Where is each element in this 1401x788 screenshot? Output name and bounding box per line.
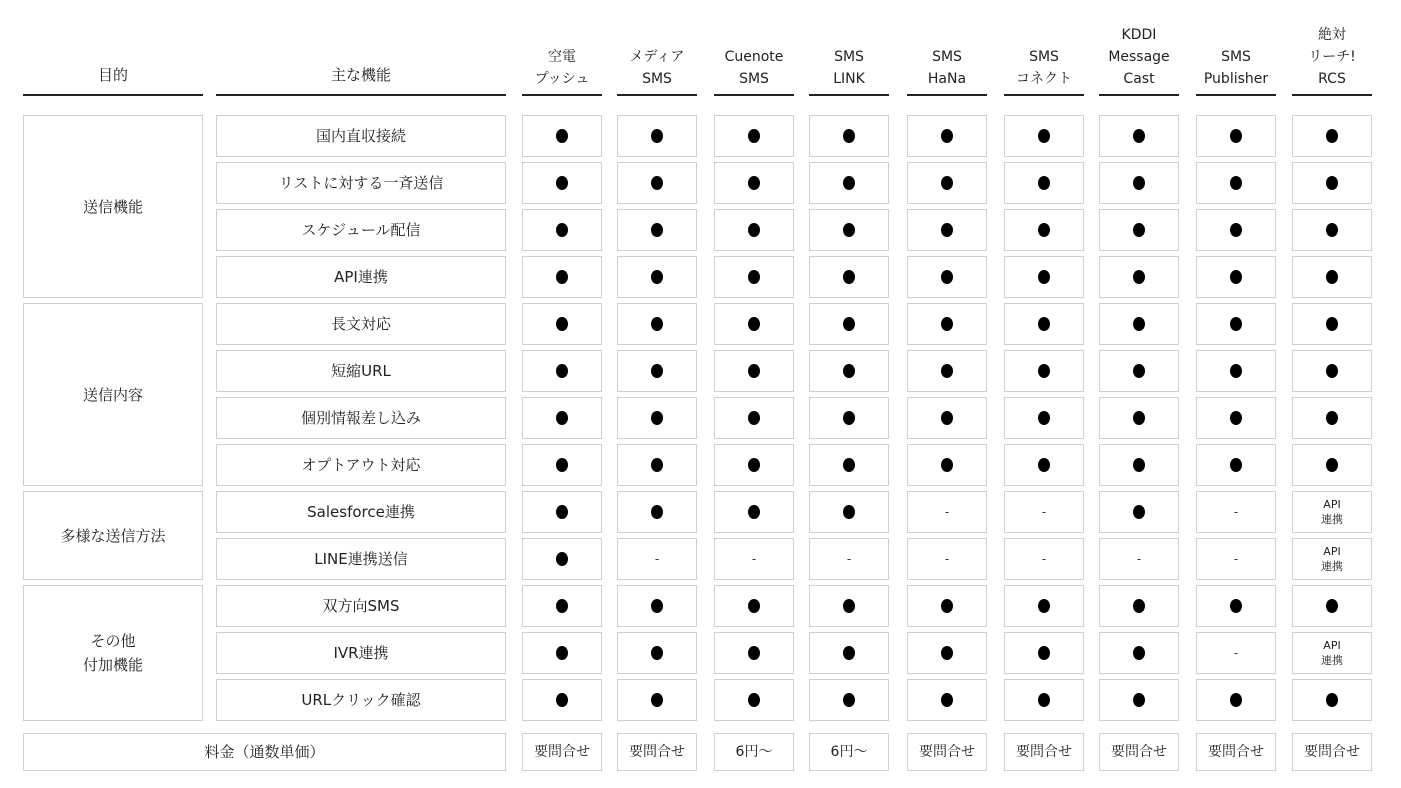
table-cell <box>1099 303 1179 345</box>
cell-note: API 連携 <box>1321 498 1343 526</box>
not-supported-dash: - <box>846 552 852 566</box>
supported-dot-icon <box>556 317 568 331</box>
table-cell <box>617 256 697 298</box>
not-supported-dash: - <box>1233 505 1239 519</box>
table-cell <box>1292 491 1372 533</box>
supported-dot-icon <box>748 411 760 425</box>
feature-label: IVR連携 <box>216 632 506 674</box>
table-cell <box>1196 303 1276 345</box>
supported-dot-icon <box>843 505 855 519</box>
table-cell <box>907 444 987 486</box>
supported-dot-icon <box>556 552 568 566</box>
table-cell <box>617 115 697 157</box>
table-cell <box>809 632 889 674</box>
table-cell <box>714 491 794 533</box>
supported-dot-icon <box>556 411 568 425</box>
supported-dot-icon <box>1133 176 1145 190</box>
table-cell <box>1292 397 1372 439</box>
supported-dot-icon <box>651 505 663 519</box>
table-cell <box>809 538 889 580</box>
supported-dot-icon <box>941 129 953 143</box>
supported-dot-icon <box>941 458 953 472</box>
table-cell <box>1196 397 1276 439</box>
supported-dot-icon <box>651 223 663 237</box>
supported-dot-icon <box>748 646 760 660</box>
table-cell <box>907 162 987 204</box>
supported-dot-icon <box>1326 599 1338 613</box>
table-cell <box>809 491 889 533</box>
supported-dot-icon <box>1326 364 1338 378</box>
supported-dot-icon <box>843 364 855 378</box>
supported-dot-icon <box>556 364 568 378</box>
supported-dot-icon <box>941 411 953 425</box>
supported-dot-icon <box>556 646 568 660</box>
supported-dot-icon <box>1230 411 1242 425</box>
table-cell <box>1196 585 1276 627</box>
supported-dot-icon <box>1230 317 1242 331</box>
feature-label: URLクリック確認 <box>216 679 506 721</box>
supported-dot-icon <box>1038 458 1050 472</box>
price-cell: 6円～ <box>809 733 889 771</box>
supported-dot-icon <box>1230 458 1242 472</box>
supported-dot-icon <box>556 693 568 707</box>
supported-dot-icon <box>1326 317 1338 331</box>
not-supported-dash: - <box>1041 505 1047 519</box>
table-cell <box>1292 444 1372 486</box>
supported-dot-icon <box>843 270 855 284</box>
supported-dot-icon <box>651 693 663 707</box>
table-cell <box>809 397 889 439</box>
table-cell <box>1196 538 1276 580</box>
table-cell <box>907 679 987 721</box>
supported-dot-icon <box>1133 599 1145 613</box>
price-cell: 要問合せ <box>1196 733 1276 771</box>
table-cell <box>522 444 602 486</box>
header-vendor: SMS LINK <box>809 0 889 96</box>
supported-dot-icon <box>941 693 953 707</box>
table-cell <box>522 256 602 298</box>
table-cell <box>522 397 602 439</box>
supported-dot-icon <box>1133 693 1145 707</box>
supported-dot-icon <box>748 364 760 378</box>
table-cell <box>522 632 602 674</box>
table-cell <box>1004 162 1084 204</box>
feature-label: LINE連携送信 <box>216 538 506 580</box>
supported-dot-icon <box>651 458 663 472</box>
supported-dot-icon <box>651 364 663 378</box>
table-cell <box>1099 115 1179 157</box>
table-cell <box>522 209 602 251</box>
supported-dot-icon <box>843 599 855 613</box>
feature-label: Salesforce連携 <box>216 491 506 533</box>
table-cell <box>714 585 794 627</box>
header-vendor: KDDI Message Cast <box>1099 0 1179 96</box>
table-cell <box>907 256 987 298</box>
table-cell <box>1099 491 1179 533</box>
table-cell <box>617 444 697 486</box>
not-supported-dash: - <box>1233 552 1239 566</box>
cell-note: API 連携 <box>1321 639 1343 667</box>
price-cell: 要問合せ <box>907 733 987 771</box>
table-cell <box>1099 256 1179 298</box>
not-supported-dash: - <box>654 552 660 566</box>
cell-note: API 連携 <box>1321 545 1343 573</box>
table-cell <box>617 397 697 439</box>
table-cell <box>1292 350 1372 392</box>
header-vendor: SMS コネクト <box>1004 0 1084 96</box>
not-supported-dash: - <box>944 505 950 519</box>
table-cell <box>522 162 602 204</box>
table-cell <box>617 303 697 345</box>
table-cell <box>714 256 794 298</box>
not-supported-dash: - <box>944 552 950 566</box>
header-feature: 主な機能 <box>216 0 506 96</box>
supported-dot-icon <box>1230 176 1242 190</box>
table-cell <box>907 115 987 157</box>
table-cell <box>1292 162 1372 204</box>
supported-dot-icon <box>1133 129 1145 143</box>
supported-dot-icon <box>748 270 760 284</box>
feature-label: スケジュール配信 <box>216 209 506 251</box>
supported-dot-icon <box>1133 458 1145 472</box>
table-cell <box>1099 397 1179 439</box>
table-cell <box>1292 303 1372 345</box>
table-cell <box>1292 632 1372 674</box>
supported-dot-icon <box>1038 693 1050 707</box>
supported-dot-icon <box>1038 129 1050 143</box>
feature-label: 国内直収接続 <box>216 115 506 157</box>
supported-dot-icon <box>843 411 855 425</box>
feature-label: 長文対応 <box>216 303 506 345</box>
supported-dot-icon <box>843 317 855 331</box>
table-cell <box>1099 350 1179 392</box>
supported-dot-icon <box>1326 411 1338 425</box>
supported-dot-icon <box>748 317 760 331</box>
table-cell <box>1004 256 1084 298</box>
header-vendor: 空電 プッシュ <box>522 0 602 96</box>
table-cell <box>617 538 697 580</box>
supported-dot-icon <box>651 317 663 331</box>
table-cell <box>1292 679 1372 721</box>
supported-dot-icon <box>1133 411 1145 425</box>
supported-dot-icon <box>556 599 568 613</box>
supported-dot-icon <box>941 317 953 331</box>
supported-dot-icon <box>651 176 663 190</box>
table-cell <box>1004 491 1084 533</box>
group-label: 送信内容 <box>23 303 203 486</box>
not-supported-dash: - <box>751 552 757 566</box>
supported-dot-icon <box>651 411 663 425</box>
feature-label: API連携 <box>216 256 506 298</box>
table-cell <box>1099 585 1179 627</box>
table-cell <box>809 256 889 298</box>
table-cell <box>907 303 987 345</box>
group-label: 送信機能 <box>23 115 203 298</box>
supported-dot-icon <box>651 270 663 284</box>
feature-label: 双方向SMS <box>216 585 506 627</box>
table-cell <box>714 209 794 251</box>
header-vendor: SMS Publisher <box>1196 0 1276 96</box>
table-cell <box>1292 115 1372 157</box>
supported-dot-icon <box>1326 129 1338 143</box>
table-cell <box>522 538 602 580</box>
feature-label: 個別情報差し込み <box>216 397 506 439</box>
supported-dot-icon <box>651 599 663 613</box>
supported-dot-icon <box>651 129 663 143</box>
table-cell <box>714 538 794 580</box>
table-cell <box>1004 303 1084 345</box>
price-cell: 要問合せ <box>1292 733 1372 771</box>
supported-dot-icon <box>1133 364 1145 378</box>
header-vendor: メディア SMS <box>617 0 697 96</box>
table-cell <box>1196 679 1276 721</box>
table-cell <box>1004 115 1084 157</box>
price-cell: 6円～ <box>714 733 794 771</box>
supported-dot-icon <box>748 693 760 707</box>
supported-dot-icon <box>1133 223 1145 237</box>
supported-dot-icon <box>1038 223 1050 237</box>
table-cell <box>1004 444 1084 486</box>
supported-dot-icon <box>1326 223 1338 237</box>
supported-dot-icon <box>843 458 855 472</box>
table-cell <box>617 679 697 721</box>
table-cell <box>809 679 889 721</box>
supported-dot-icon <box>1326 270 1338 284</box>
table-cell <box>1196 350 1276 392</box>
table-cell <box>1292 209 1372 251</box>
supported-dot-icon <box>748 129 760 143</box>
supported-dot-icon <box>748 223 760 237</box>
table-cell <box>522 491 602 533</box>
supported-dot-icon <box>941 223 953 237</box>
feature-label: 短縮URL <box>216 350 506 392</box>
price-label: 料金（通数単価） <box>23 733 506 771</box>
supported-dot-icon <box>1038 317 1050 331</box>
supported-dot-icon <box>1133 646 1145 660</box>
table-cell <box>1099 632 1179 674</box>
table-cell <box>1196 115 1276 157</box>
table-cell <box>907 350 987 392</box>
supported-dot-icon <box>1038 411 1050 425</box>
header-vendor: 絶対 リーチ! RCS <box>1292 0 1372 96</box>
table-cell <box>907 632 987 674</box>
table-cell <box>1004 209 1084 251</box>
supported-dot-icon <box>1133 270 1145 284</box>
supported-dot-icon <box>941 599 953 613</box>
table-cell <box>522 303 602 345</box>
table-cell <box>522 585 602 627</box>
price-cell: 要問合せ <box>1099 733 1179 771</box>
supported-dot-icon <box>843 693 855 707</box>
table-cell <box>1292 256 1372 298</box>
price-cell: 要問合せ <box>522 733 602 771</box>
table-cell <box>1004 538 1084 580</box>
table-cell <box>1196 162 1276 204</box>
table-cell <box>1196 491 1276 533</box>
supported-dot-icon <box>556 270 568 284</box>
supported-dot-icon <box>556 505 568 519</box>
supported-dot-icon <box>556 223 568 237</box>
table-cell <box>1099 538 1179 580</box>
table-cell <box>809 115 889 157</box>
table-cell <box>1099 162 1179 204</box>
table-cell <box>714 162 794 204</box>
header-vendor: Cuenote SMS <box>714 0 794 96</box>
table-cell <box>714 397 794 439</box>
table-cell <box>907 397 987 439</box>
table-cell <box>1099 444 1179 486</box>
supported-dot-icon <box>1230 693 1242 707</box>
group-label: その他 付加機能 <box>23 585 203 721</box>
supported-dot-icon <box>651 646 663 660</box>
table-cell <box>617 162 697 204</box>
supported-dot-icon <box>748 599 760 613</box>
table-cell <box>714 350 794 392</box>
supported-dot-icon <box>1038 646 1050 660</box>
table-cell <box>1196 444 1276 486</box>
group-label: 多様な送信方法 <box>23 491 203 580</box>
table-cell <box>617 209 697 251</box>
supported-dot-icon <box>1230 223 1242 237</box>
table-cell <box>1196 209 1276 251</box>
table-cell <box>714 679 794 721</box>
table-cell <box>522 115 602 157</box>
table-cell <box>714 303 794 345</box>
supported-dot-icon <box>941 646 953 660</box>
supported-dot-icon <box>748 505 760 519</box>
table-cell <box>1004 632 1084 674</box>
supported-dot-icon <box>1230 364 1242 378</box>
supported-dot-icon <box>843 176 855 190</box>
table-cell <box>522 350 602 392</box>
table-cell <box>1292 538 1372 580</box>
table-cell <box>907 209 987 251</box>
table-cell <box>1004 585 1084 627</box>
supported-dot-icon <box>1133 317 1145 331</box>
supported-dot-icon <box>1326 693 1338 707</box>
supported-dot-icon <box>1038 599 1050 613</box>
table-cell <box>907 585 987 627</box>
price-cell: 要問合せ <box>617 733 697 771</box>
table-cell <box>617 585 697 627</box>
table-cell <box>617 632 697 674</box>
table-cell <box>809 350 889 392</box>
table-cell <box>522 679 602 721</box>
table-cell <box>809 303 889 345</box>
supported-dot-icon <box>1038 364 1050 378</box>
table-cell <box>1004 350 1084 392</box>
supported-dot-icon <box>1133 505 1145 519</box>
table-cell <box>1196 256 1276 298</box>
supported-dot-icon <box>843 646 855 660</box>
table-cell <box>714 115 794 157</box>
feature-label: オプトアウト対応 <box>216 444 506 486</box>
supported-dot-icon <box>556 458 568 472</box>
table-cell <box>617 350 697 392</box>
table-cell <box>1099 209 1179 251</box>
not-supported-dash: - <box>1041 552 1047 566</box>
supported-dot-icon <box>1326 176 1338 190</box>
table-cell <box>714 444 794 486</box>
supported-dot-icon <box>1230 129 1242 143</box>
table-cell <box>809 162 889 204</box>
header-purpose: 目的 <box>23 0 203 96</box>
table-cell <box>809 209 889 251</box>
table-cell <box>809 444 889 486</box>
supported-dot-icon <box>748 176 760 190</box>
table-cell <box>714 632 794 674</box>
not-supported-dash: - <box>1136 552 1142 566</box>
table-cell <box>907 538 987 580</box>
not-supported-dash: - <box>1233 646 1239 660</box>
supported-dot-icon <box>556 129 568 143</box>
supported-dot-icon <box>1038 176 1050 190</box>
supported-dot-icon <box>748 458 760 472</box>
supported-dot-icon <box>1326 458 1338 472</box>
supported-dot-icon <box>843 223 855 237</box>
supported-dot-icon <box>1230 270 1242 284</box>
header-vendor: SMS HaNa <box>907 0 987 96</box>
supported-dot-icon <box>1230 599 1242 613</box>
table-cell <box>617 491 697 533</box>
supported-dot-icon <box>843 129 855 143</box>
supported-dot-icon <box>941 176 953 190</box>
feature-label: リストに対する一斉送信 <box>216 162 506 204</box>
table-cell <box>907 491 987 533</box>
table-cell <box>1004 397 1084 439</box>
table-cell <box>1004 679 1084 721</box>
supported-dot-icon <box>941 364 953 378</box>
supported-dot-icon <box>941 270 953 284</box>
table-cell <box>1196 632 1276 674</box>
supported-dot-icon <box>556 176 568 190</box>
supported-dot-icon <box>1038 270 1050 284</box>
table-cell <box>1292 585 1372 627</box>
table-cell <box>1099 679 1179 721</box>
price-cell: 要問合せ <box>1004 733 1084 771</box>
table-cell <box>809 585 889 627</box>
